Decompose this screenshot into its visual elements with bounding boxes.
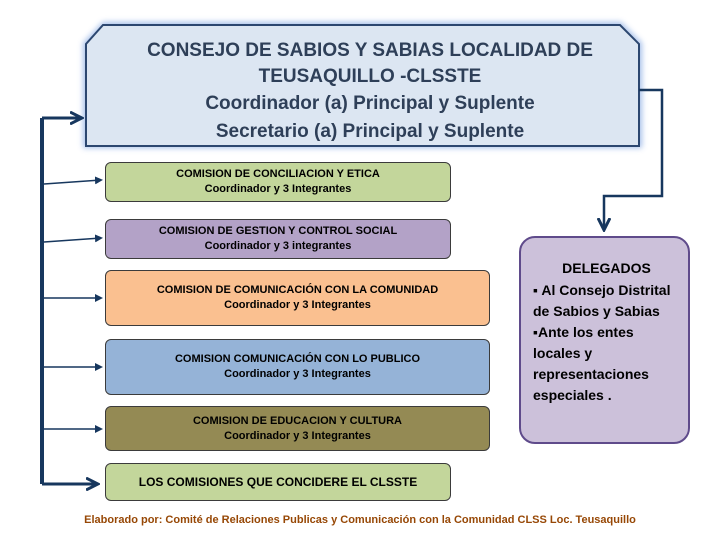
commission-comunicacion-publico bbox=[105, 339, 490, 395]
header-title bbox=[100, 38, 640, 146]
commission-others bbox=[105, 463, 451, 501]
header-line-2: TEUSAQUILLO -CLSSTE bbox=[258, 66, 482, 87]
commission-title: LOS COMISIONES QUE CONCIDERE EL CLSSTE bbox=[138, 474, 418, 489]
delegates-item-consejo: ▪ Al Consejo Distrital de Sabios y Sabias bbox=[533, 282, 671, 319]
delegates-title: DELEGADOS bbox=[562, 260, 651, 276]
header-line-3: Coordinador (a) Principal y Suplente bbox=[205, 93, 535, 114]
footer-credit: Elaborado por: Comité de Relaciones Publicas y Comunicación con la Comunidad CLSS Loc. Teusaquillo bbox=[84, 514, 636, 526]
commission-educacion-cultura bbox=[105, 406, 490, 451]
header-line-4: Secretario (a) Principal y Suplente bbox=[215, 121, 525, 142]
commission-subtitle: Coordinador y 3 Integrantes bbox=[204, 183, 352, 195]
commission-comunicacion-comunidad bbox=[105, 270, 490, 326]
arrow-to-commission-1 bbox=[44, 180, 101, 184]
commission-title: COMISION DE COMUNICACIÓN CON LA COMUNIDAD bbox=[156, 284, 439, 296]
commission-gestion-control-social bbox=[105, 219, 451, 259]
commission-subtitle: Coordinador y 3 Integrantes bbox=[224, 429, 371, 442]
commission-title: COMISION DE CONCILIACION Y ETICA bbox=[176, 168, 380, 180]
commission-subtitle: Coordinador y 3 integrantes bbox=[204, 240, 352, 252]
commission-subtitle: Coordinador y 3 Integrantes bbox=[224, 368, 371, 380]
commission-title: COMISION DE GESTION Y CONTROL SOCIAL bbox=[158, 225, 398, 237]
commission-title: COMISION COMUNICACIÓN CON LO PUBLICO bbox=[174, 353, 421, 365]
header-line-1: CONSEJO DE SABIOS Y SABIAS LOCALIDAD DE bbox=[147, 40, 593, 61]
arrow-to-commission-2 bbox=[44, 238, 101, 242]
delegates-item-entes: ▪Ante los entes locales y representaciones especiales . bbox=[533, 324, 649, 403]
commission-subtitle: Coordinador y 3 Integrantes bbox=[224, 299, 371, 311]
delegates-box bbox=[519, 236, 690, 444]
commission-title: COMISION DE EDUCACION Y CULTURA bbox=[192, 414, 402, 427]
commission-conciliacion-etica bbox=[105, 162, 451, 202]
